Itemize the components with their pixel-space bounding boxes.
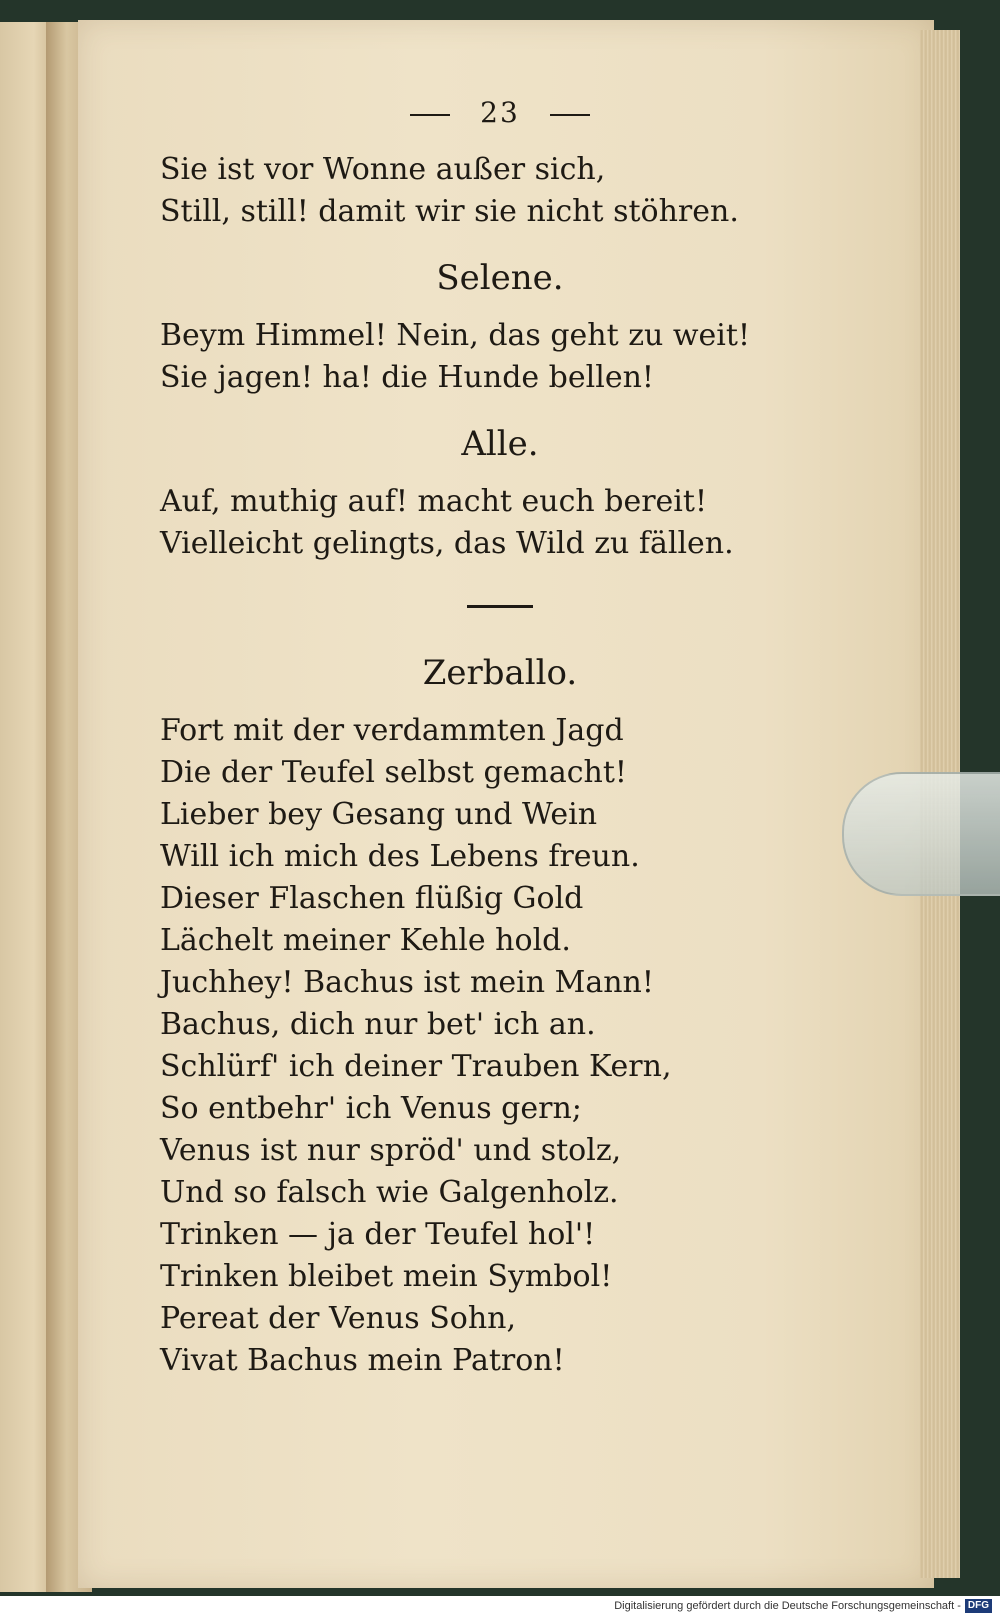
alle-verse — [160, 481, 840, 565]
verse-line: Schlürf' ich deiner Trauben Kern, — [160, 1049, 672, 1084]
page-number-line — [160, 96, 840, 129]
verse-line: Und so falsch wie Galgenholz. — [160, 1175, 619, 1210]
verse-line: Bachus, dich nur bet' ich an. — [160, 1007, 596, 1042]
verse-line: Lieber bey Gesang und Wein — [160, 797, 598, 832]
verse-line: Sie jagen! ha! die Hunde bellen! — [160, 360, 654, 395]
verse-line: Pereat der Venus Sohn, — [160, 1301, 517, 1336]
verse-line: Trinken — ja der Teufel hol'! — [160, 1217, 596, 1252]
verse-line: Auf, muthig auf! macht euch bereit! — [160, 484, 708, 519]
verse-line: Will ich mich des Lebens freun. — [160, 839, 640, 874]
speaker-alle: Alle. — [461, 424, 539, 464]
verse-line: Beym Himmel! Nein, das geht zu weit! — [160, 318, 751, 353]
verse-line: Trinken bleibet mein Symbol! — [160, 1259, 613, 1294]
digitization-footer — [0, 1596, 1000, 1616]
verse-line: So entbehr' ich Venus gern; — [160, 1091, 582, 1126]
verse-line: Die der Teufel selbst gemacht! — [160, 755, 627, 790]
verse-line: Dieser Flaschen flüßig Gold — [160, 881, 584, 916]
verse-line: Sie ist vor Wonne außer sich, — [160, 152, 606, 187]
selene-verse — [160, 315, 840, 399]
speaker-zerballo: Zerballo. — [422, 653, 578, 693]
verse-line: Fort mit der verdammten Jagd — [160, 713, 624, 748]
verse-line: Venus ist nur spröd' und stolz, — [160, 1133, 622, 1168]
footer-text: Digitalisierung gefördert durch die Deutsche Forschungsgemeinschaft - — [614, 1600, 961, 1612]
zerballo-verse — [160, 710, 840, 1382]
page-number-dash-left — [410, 114, 450, 116]
speaker-selene: Selene. — [436, 258, 564, 298]
opening-verse — [160, 149, 840, 233]
page-content — [160, 96, 840, 1382]
dfg-logo: DFG — [965, 1599, 992, 1613]
page-number: 23 — [480, 96, 520, 129]
page-clip — [842, 772, 1000, 896]
verse-line: Vivat Bachus mein Patron! — [160, 1343, 565, 1378]
verse-line: Lächelt meiner Kehle hold. — [160, 923, 571, 958]
section-divider — [467, 605, 533, 608]
page-number-dash-right — [550, 114, 590, 116]
verse-line: Juchhey! Bachus ist mein Mann! — [160, 965, 654, 1000]
verse-line: Still, still! damit wir sie nicht stöhren. — [160, 194, 739, 229]
verse-line: Vielleicht gelingts, das Wild zu fällen. — [160, 526, 734, 561]
